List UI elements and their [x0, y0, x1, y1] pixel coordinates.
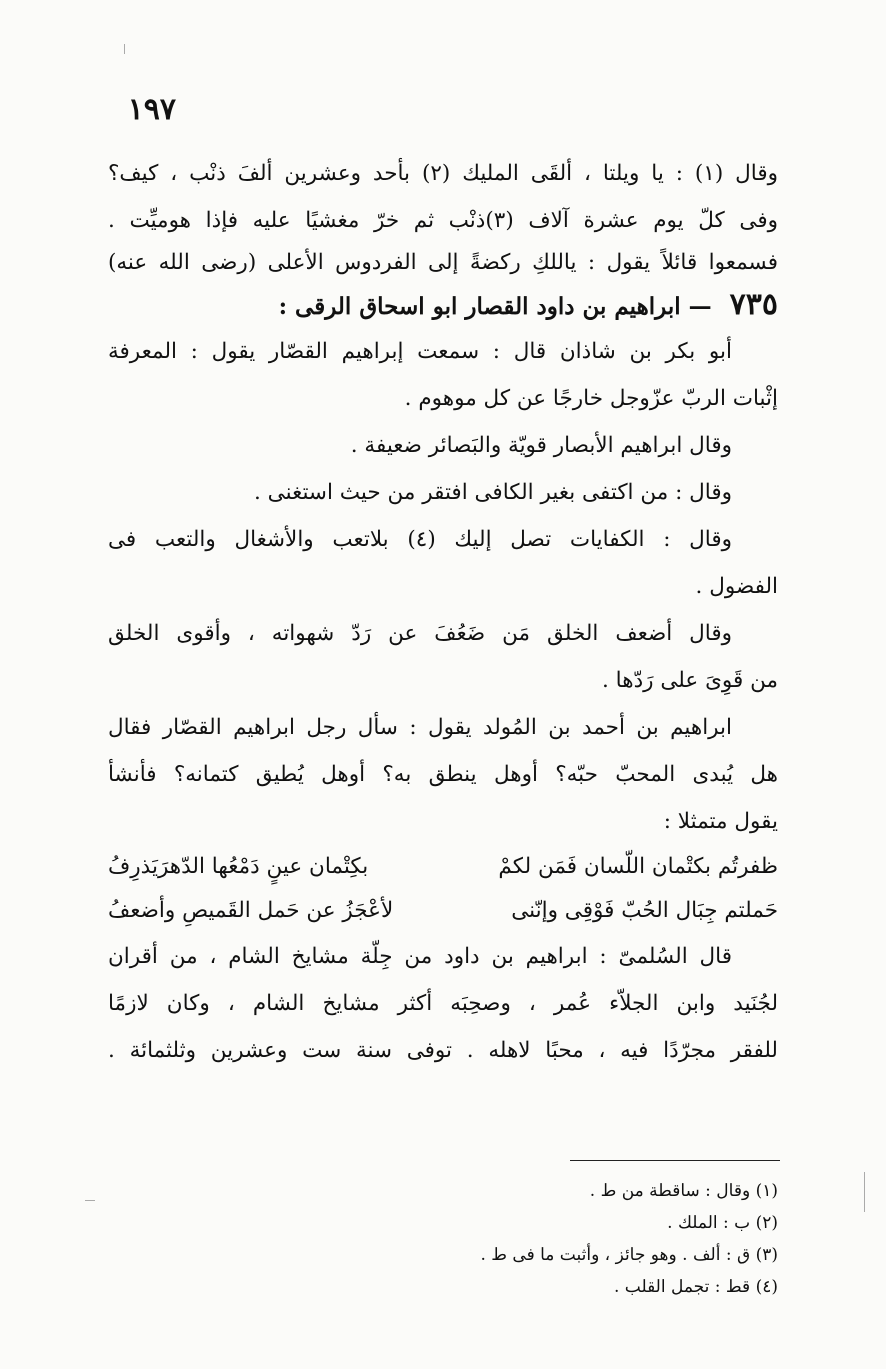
entry-title: — ابراهيم بن داود القصار ابو اسحاق الرقى :: [278, 293, 712, 320]
text-line: قال السُلمىّ : ابراهيم بن داود من جِلّة مشايخ الشام ، من أقران: [108, 944, 732, 969]
text-line: وقال : من اكتفى بغير الكافى افتقر من حيث استغنى .: [254, 480, 732, 505]
text-line: هل يُبدى المحبّ حبّه؟ أوهل ينطق به؟ أوهل يُطيق كتمانه؟ فأنشأ: [108, 762, 778, 787]
entry-number: ٧٣٥: [729, 287, 778, 322]
text-line: الفضول .: [695, 574, 778, 599]
text-line: وقال أضعف الخلق مَن ضَعُفَ عن رَدّ شهواته ، وأقوى الخلق: [108, 621, 732, 646]
footnote: (٣) ق : ألف . وهو جائز ، وأثبت ما فى ط .: [480, 1245, 778, 1265]
text-line: وقال : الكفايات تصل إليك (٤) بلاتعب والأشغال والتعب فى: [108, 527, 732, 552]
footnote-divider: [570, 1160, 780, 1161]
page-number: ١٩٧: [127, 92, 176, 127]
entry-heading: [108, 282, 778, 328]
verse-hemistich-right: ظفرتُم بكتْمان اللّسان فَمَن لكمْ: [498, 854, 778, 879]
text-line: للفقر مجرّدًا فيه ، محبًا لاهله . توفى سنة ست وعشرين وثلثمائة .: [108, 1038, 778, 1063]
scan-mark: [124, 44, 125, 54]
footnotes: [138, 1175, 778, 1303]
verse-hemistich-left: بكِتْمان عينٍ دَمْعُها الدّهرَيَذرِفُ: [108, 854, 369, 879]
scan-mark: [864, 1172, 865, 1212]
text-line: لجُنَيد وابن الجلاّء عُمر ، وصحِبَه أكثر مشايخ الشام ، وكان لازمًا: [108, 991, 778, 1016]
text-line: أبو بكر بن شاذان قال : سمعت إبراهيم القصّار يقول : المعرفة: [108, 339, 732, 364]
text-line: وفى كلّ يوم عشرة آلاف (٣)ذنْب ثم خرّ مغشيًا عليه فإذا هوميِّت .: [108, 208, 778, 233]
footnote: (١) وقال : ساقطة من ط .: [589, 1181, 778, 1201]
text-line: إثْبات الربّ عزّوجل خارجًا عن كل موهوم .: [404, 386, 778, 411]
verse-line: [108, 845, 778, 889]
text-line: وقال ابراهيم الأبصار قويّة والبَصائر ضعيفة .: [350, 433, 732, 458]
text-line: من قَوِىَ على رَدّها .: [602, 668, 778, 693]
text-line: ابراهيم بن أحمد بن المُولد يقول : سأل رجل ابراهيم القصّار فقال: [108, 715, 732, 740]
verse-hemistich-left: لأعْجَزُ عن حَمل القَميصِ وأضعفُ: [108, 898, 394, 923]
text-line: وقال (١) : يا ويلتا ، ألقَى المليك (٢) بأحد وعشرين ألفَ ذنْب ، كيف؟: [108, 161, 778, 186]
paragraph-block: [108, 328, 778, 845]
text-line: فسمعوا قائلاً يقول : ياللكِ ركضةً إلى الفردوس الأعلى (رضى الله عنه): [108, 250, 778, 275]
verse-hemistich-right: حَملتم جِبَال الحُبّ فَوْقِى وإنّنى: [511, 898, 778, 923]
footnote: (٢) ب : الملك .: [667, 1213, 778, 1233]
scan-mark: [85, 1200, 95, 1201]
paragraph-block: [108, 933, 778, 1074]
text-line: يقول متمثلا :: [663, 809, 778, 834]
body-text: [108, 150, 778, 1074]
footnote: (٤) قط : تجمل القلب .: [613, 1277, 778, 1297]
verse-line: [108, 889, 778, 933]
